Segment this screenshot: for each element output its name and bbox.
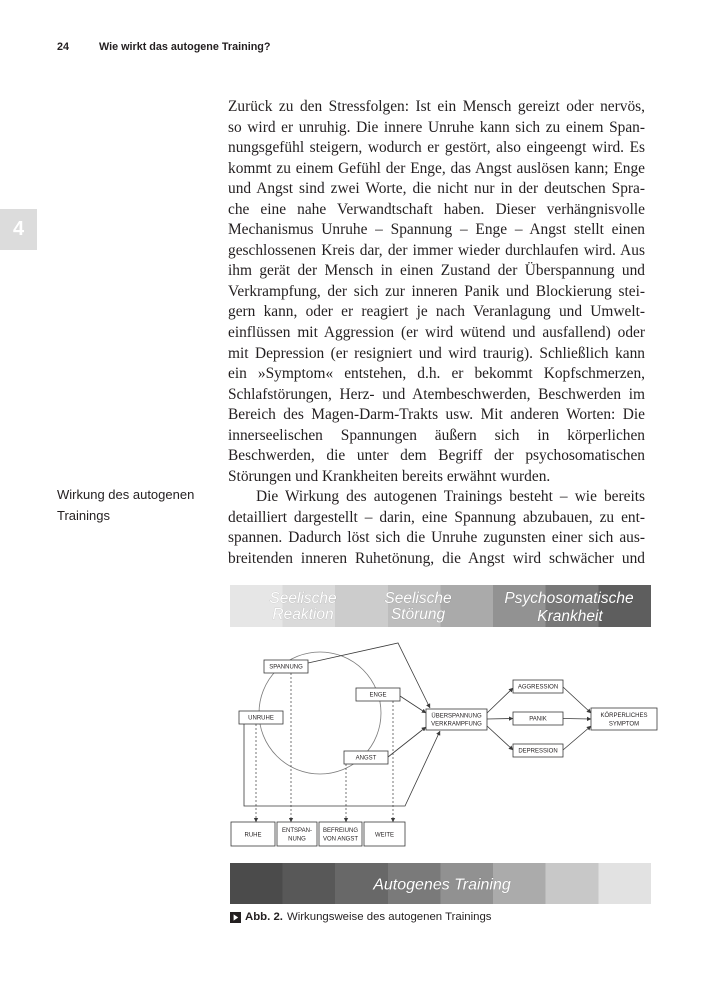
body-line: nungsgefühl steigern, wodurch er gestört, also eingeengt wird. Es [228, 139, 645, 157]
node-depression-label: DEPRESSION [518, 748, 558, 755]
body-line: Störungen und Krankheiten bereits erwähnt wurden. [228, 467, 551, 485]
body-line: detailliert dargestellt – darin, eine Spannung abzubauen, zu ent- [228, 508, 645, 526]
margin-note-line: Trainings [57, 508, 110, 523]
node-angst-label: ANGST [355, 755, 377, 762]
body-line: mit Depression (er resigniert und wird traurig). Schließlich kann [228, 344, 645, 362]
body-line: Die Wirkung des autogenen Trainings besteht – wie bereits [256, 488, 645, 506]
body-line: innerseelischen Spannungen äußern sich in körperlichen [228, 426, 645, 444]
margin-note-line: Wirkung des autogenen [57, 487, 195, 502]
band-label-autogenes-training: Autogenes Training [373, 876, 511, 894]
margin-note [57, 484, 194, 526]
body-text [228, 97, 645, 570]
body-line: Verkrampfung, der sich zur inneren Panik und Blockierung stei- [228, 282, 645, 300]
body-line: ein »Symptom« entstehen, d.h. er bekommt Kopfschmerzen, [228, 365, 645, 383]
node-symptom-label-line2: SYMPTOM [608, 721, 640, 728]
arrow-angst-to-ueberspannung [388, 727, 426, 757]
body-line: breitenden inneren Ruhetönung, die Angst wird schwächer und [228, 550, 645, 568]
body-line: ihm gerät der Mensch in einen Zustand der Überspannung und [228, 262, 645, 280]
node-aggression-label: AGGRESSION [517, 684, 559, 691]
node-panik-label: PANIK [529, 716, 547, 723]
band-label-reaktion-line1: Seelische [269, 590, 337, 607]
body-line: gern kann, oder er reagiert je nach Veranlagung und Umwelt- [228, 303, 645, 321]
body-line: Beschwerden, die unter dem Begriff der psychosomatischen [228, 447, 645, 465]
body-line: Zurück zu den Stressfolgen: Ist ein Mensch gereizt oder nervös, [228, 98, 645, 115]
node-unruhe-label: UNRUHE [248, 715, 274, 722]
caption-label: Abb. 2. [245, 911, 283, 923]
outcome-befreiung-label-line2: VON ANGST [322, 836, 359, 843]
node-spannung-label: SPANNUNG [269, 664, 303, 671]
arrow-aggression-to-symptom [563, 687, 591, 713]
outcome-entspannung-label-line1: ENTSPAN- [282, 828, 312, 834]
node-ueberspannung-label-line1: ÜBERSPANNUNG [431, 713, 482, 720]
band-label-krankheit-line1: Psychosomatische [504, 590, 634, 607]
figure-diagram [228, 583, 660, 908]
running-header-title: Wie wirkt das autogene Training? [99, 41, 271, 53]
chapter-tab: 4 [0, 209, 37, 250]
arrow-enge-to-ueberspannung [400, 696, 426, 713]
outcome-weite-label: WEITE [375, 832, 394, 839]
page-number: 24 [57, 41, 70, 53]
node-enge-label: ENGE [369, 692, 387, 699]
figure-marker-icon [230, 912, 241, 923]
caption-text: Wirkungsweise des autogenen Trainings [286, 911, 492, 923]
band-label-stoerung-line2: Störung [390, 606, 446, 623]
body-line: so wird er unruhig. Die innere Unruhe kann sich zu einem Span- [228, 118, 645, 136]
body-line: Bereich des Magen-Darm-Trakts usw. Mit anderen Worten: Die [228, 406, 645, 424]
body-line: geschlossenen Kreis dar, der immer wieder durchlaufen wird. Aus [228, 241, 645, 259]
arrow-ueberspannung-to-aggression [487, 688, 513, 713]
arrow-ueberspannung-to-panik [487, 719, 513, 720]
band-label-krankheit-line2: Krankheit [537, 608, 603, 625]
arrow-panik-to-symptom [563, 719, 591, 720]
body-line: Schlafstörungen, Herz- und Atembeschwerden, Beschwerden im [228, 385, 645, 403]
node-ueberspannung-label-line2: VERKRAMPFUNG [431, 721, 482, 728]
node-symptom-label-line1: KÖRPERLICHES [600, 713, 648, 719]
arrow-unruhe-to-ueberspannung [244, 724, 440, 806]
body-line: che eine nahe Verwandtschaft haben. Dieser verhängnisvolle [228, 200, 645, 218]
outcome-befreiung-label-line1: BEFREIUNG [322, 828, 359, 834]
arrow-depression-to-symptom [563, 726, 591, 750]
band-label-reaktion-line2: Reaktion [272, 606, 334, 623]
arrow-ueberspannung-to-depression [487, 726, 513, 750]
figure-caption [230, 910, 492, 924]
outcome-entspannung-label-line2: NUNG [288, 836, 306, 843]
body-line: und Angst sind zwei Worte, die nicht nur in der deutschen Spra- [228, 180, 645, 198]
body-line: kommt zu einem Gefühl der Enge, das Angst auslösen kann; Enge [228, 159, 645, 177]
body-line: spannen. Dadurch löst sich die Unruhe zugunsten einer sich aus- [228, 529, 645, 547]
outcome-ruhe-label: RUHE [244, 832, 262, 839]
body-line: einflüssen mit Aggression (er wird wütend und ausfallend) oder [228, 324, 645, 342]
band-label-stoerung-line1: Seelische [384, 590, 452, 607]
body-line: Mechanismus Unruhe – Spannung – Enge – Angst stellt einen [228, 221, 645, 239]
